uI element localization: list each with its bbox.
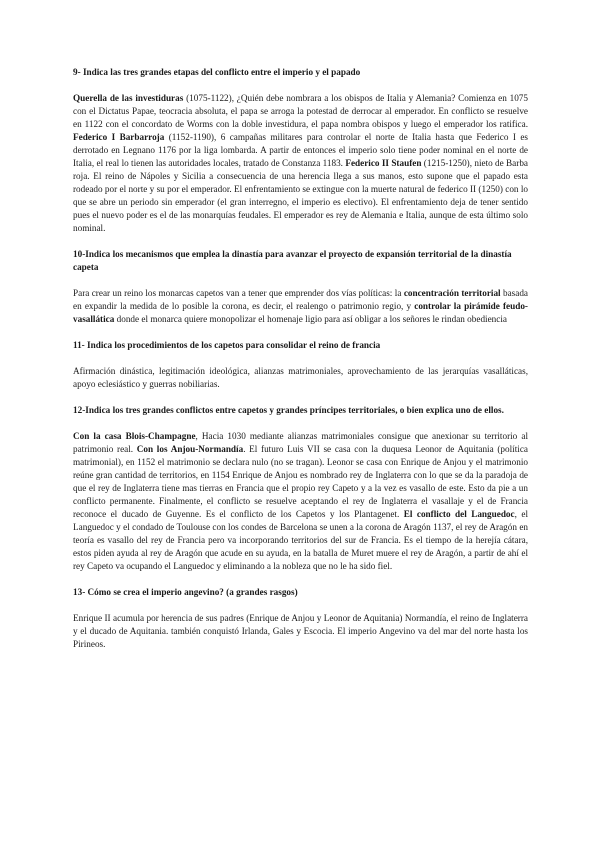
bold-term: concentración territorial xyxy=(403,288,501,298)
spacer xyxy=(73,573,528,586)
text-run: Afirmación dinástica, legitimación ideológica, alianzas matrimoniales, aprovechamiento de las jerarquías vasalláticas, apoyo eclesiástico y guerras nobiliarias. xyxy=(73,366,528,389)
spacer xyxy=(73,417,528,430)
text-run: (1152-1190), 6 campañas militares para controlar el norte de Italia hasta que Federico I es derrotado en Legnano 1176 por la liga lombarda. A partir de entonces el imperio solo tiene poder nominal en el norte de Italia, el real lo tienen las autoridades locales, tratado de Constanza 1183. xyxy=(73,132,529,168)
text-run: donde el monarca quiere monopolizar el homenaje ligio para así obligar a los señores le rindan obediencia xyxy=(114,314,507,324)
text-run: . El futuro Luis VII se casa con la duquesa Leonor de Aquitania (política matrimonial), en 1152 el matrimonio se declara nulo (no se tragan). Leonor se casa con Enrique de Anjou y el matrimonio reúne gran cantidad de territorios, en 1154 Enrique de Anjou es nombrado rey de Inglaterra con lo que se da la paradoja de que el rey de Inglaterra tiene mas tierras en Francia que el propio rey Capeto y a la vez es vasallo de este. Esto da pie a un conflicto permanente. Finalmente, el conflicto se resuelve aceptando el rey de Inglaterra el vasallaje y el de Francia reconoce el ducado de Guyenne. Es el conflicto de los Capetos y los Plantagenet. xyxy=(73,444,528,519)
text-run: (1075-1122), ¿Quién debe nombrara a los obispos de Italia y Alemania? Comienza en 1075 con el Dictatus Papae, teocracia absoluta, el papa se arroga la potestad de derrocar al emperador. En conflicto se resuelve en 1122 con el concordato de Worms con la doble investidura, el papa nombra obispos y luego el emperador los ratifica. xyxy=(73,93,528,129)
question-heading: 9- Indica las tres grandes etapas del conflicto entre el imperio y el papado xyxy=(73,67,361,77)
question-heading: 12-Indica los tres grandes conflictos entre capetos y grandes príncipes territoriales, o bien explica uno de ellos. xyxy=(73,405,504,415)
spacer xyxy=(73,274,528,287)
bold-term: Federico I Barbarroja xyxy=(73,132,165,142)
answer-paragraph xyxy=(73,612,528,651)
text-run: Para crear un reino los monarcas capetos van a tener que emprender dos vías políticas: la xyxy=(73,288,404,298)
question-heading: 10-Indica los mecanismos que emplea la dinastía para avanzar el proyecto de expansión territorial de la dinastía capeta xyxy=(73,249,512,272)
text-run: basada en expandir la medida de lo posible la corona, es decir, el realengo o patrimonio regio, y xyxy=(73,288,529,311)
question-heading: 13- Cómo se crea el imperio angevino? (a grandes rasgos) xyxy=(73,587,298,597)
spacer xyxy=(73,599,528,612)
spacer xyxy=(73,352,528,365)
spacer xyxy=(73,235,528,248)
document-page xyxy=(73,66,528,651)
document-body xyxy=(73,66,528,651)
text-run: (1215-1250), nieto de Barba roja. El reino de Nápoles y Sicilia a consecuencia de una herencia llega a sus manos, esto supone que el papado esta rodeado por el norte y su por el emperador. El enfrentamiento se extingue con la muerte natural de federico II (1250) con lo que se abre un periodo sin emperador (el gran interregno, el imperio es electivo). El enfrentamiento deja de tener sentido pues el nuevo poder es el de las monarquías feudales. El emperador es rey de Alemania e Italia, aunque de esta último solo nominal. xyxy=(73,158,528,233)
bold-term: controlar la pirámide feudo-vasallática xyxy=(73,301,528,324)
spacer xyxy=(73,79,528,92)
bold-term: El conflicto del Languedoc xyxy=(403,509,515,519)
spacer xyxy=(73,391,528,404)
bold-term: Querella de las investiduras xyxy=(73,93,184,103)
text-run: Enrique II acumula por herencia de sus padres (Enrique de Anjou y Leonor de Aquitania) Normandía, el reino de Inglaterra y el ducado de Aquitania. también conquistó Irlanda, Gales y Escocia. El imperio Angevino va del mar del norte hasta los Pirineos. xyxy=(73,613,528,649)
answer-paragraph xyxy=(73,430,528,573)
bold-term: Federico II Staufen xyxy=(345,158,422,168)
bold-term: Con la casa Blois-Champagne xyxy=(73,431,196,441)
answer-paragraph xyxy=(73,92,528,235)
bold-term: Con los Anjou-Normandía xyxy=(136,444,244,454)
text-run: , Hacia 1030 mediante alianzas matrimoniales consigue que anexionar su territorio al patrimonio real. xyxy=(73,431,528,454)
question-heading: 11- Indica los procedimientos de los capetos para consolidar el reino de francia xyxy=(73,340,381,350)
answer-paragraph xyxy=(73,365,528,391)
text-run: , el Languedoc y el condado de Toulouse con los condes de Barcelona se unen a la corona de Aragón 1137, el rey de Aragón en teoría es vasallo del rey de Francia pero va incorporando territorios del sur de Francia. Es el tiempo de la herejía cátara, estos piden ayuda al rey de Aragón que acude en su ayuda, en la batalla de Muret muere el rey de Aragón, a partir de ahí el rey Capeto va ocupando el Languedoc y eliminando a la nobleza que no le ha sido fiel. xyxy=(73,509,528,571)
answer-paragraph xyxy=(73,287,528,326)
spacer xyxy=(73,326,528,339)
